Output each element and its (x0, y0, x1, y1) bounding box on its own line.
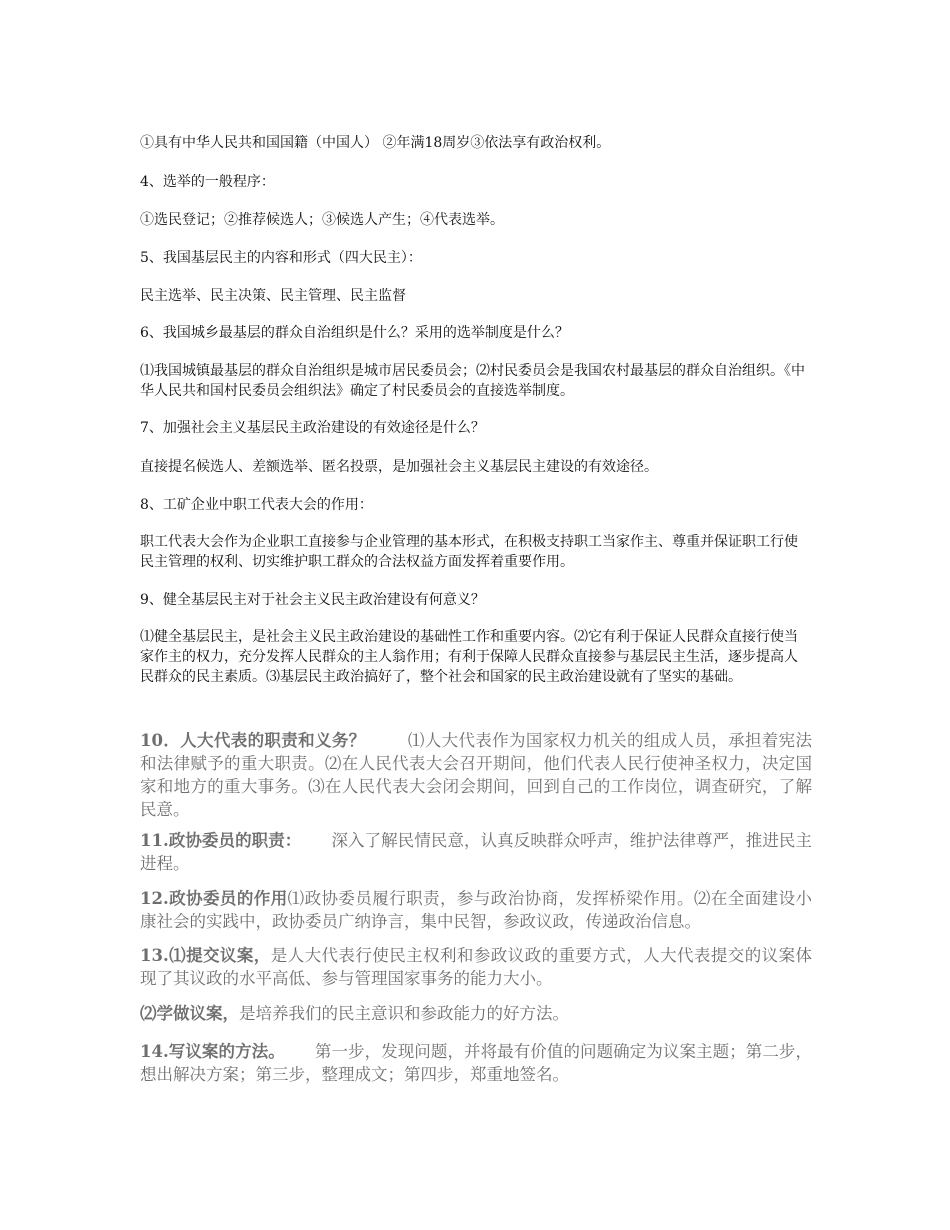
question-7: 7、加强社会主义基层民主政治建设的有效途径是什么？ (140, 420, 485, 436)
section-12 (140, 887, 812, 933)
answer-8: 职工代表大会作为企业职工直接参与企业管理的基本形式，在积极支持职工当家作主、尊重并保证职工行使民主管理的权利、切实维护职工群众的合法权益方面发挥着重要作用。 (140, 534, 798, 570)
section-13b-body: 是培养我们的民主意识和参政能力的好方法。 (239, 1004, 569, 1023)
question-5: 5、我国基层民主的内容和形式（四大民主）： (140, 250, 422, 266)
answer-9: ⑴健全基层民主，是社会主义民主政治建设的基础性工作和重要内容。⑵它有利于保证人民群众直接行使当家作主的权力，充分发挥人民群众的主人翁作用；有利于保障人民群众直接参与基层民主生活，逐步提高人民群众的民主素质。⑶基层民主政治搞好了，整个社会和国家的民主政治建设就有了坚实的基础。 (140, 629, 798, 685)
eligibility-conditions: ①具有中华人民共和国国籍（中国人） ②年满18周岁③依法享有政治权利。 (140, 135, 611, 151)
section-14-title: 14.写议案的方法。 (140, 1042, 285, 1061)
question-9: 9、健全基层民主对于社会主义民主政治建设有何意义？ (140, 592, 485, 608)
section-13-part-2 (140, 1002, 812, 1025)
section-14-body: 第一步，发现问题，并将最有价值的问题确定为议案主题；第二步，想出解决方案；第三步，整理成文；第四步，郑重地签名。 (140, 1042, 812, 1084)
question-6: 6、我国城乡最基层的群众自治组织是什么？采用的选举制度是什么？ (140, 325, 569, 341)
answer-5: 民主选举、民主决策、民主管理、民主监督 (140, 288, 406, 304)
section-12-body: ⑴政协委员履行职责，参与政治协商，发挥桥梁作用。⑵在全面建设小康社会的实践中，政协委员广纳诤言，集中民智，参政议政，传递政治信息。 (140, 889, 812, 931)
section-10-body: ⑴人大代表作为国家权力机关的组成人员，承担着宪法和法律赋予的重大职责。⑵在人民代表大会召开期间，他们代表人民行使神圣权力，决定国家和地方的重大事务。⑶在人民代表大会闭会期间，回到自己的工作岗位，调查研究，了解民意。 (140, 731, 812, 819)
section-13-body: 是人大代表行使民主权利和参政议政的重要方式，人大代表提交的议案体现了其议政的水平高低、参与管理国家事务的能力大小。 (140, 946, 813, 988)
answer-7: 直接提名候选人、差额选举、匿名投票，是加强社会主义基层民主建设的有效途径。 (140, 459, 658, 475)
section-10 (140, 729, 812, 821)
section-11-body: 深入了解民情民意，认真反映群众呼声，维护法律尊严，推进民主进程。 (140, 831, 812, 873)
section-13-title: 13.⑴提交议案， (140, 946, 271, 965)
answer-6: ⑴我国城镇最基层的群众自治组织是城市居民委员会；⑵村民委员会是我国农村最基层的群众自治组织。《中华人民共和国村民委员会组织法》确定了村民委员会的直接选举制度。 (140, 363, 805, 399)
section-11-title: 11.政协委员的职责： (140, 831, 302, 850)
question-8: 8、工矿企业中职工代表大会的作用： (140, 497, 373, 513)
section-11 (140, 829, 812, 875)
question-4: 4、选举的一般程序： (140, 174, 275, 190)
section-13 (140, 944, 812, 990)
section-12-title: 12.政协委员的作用 (140, 889, 288, 908)
answer-4: ①选民登记；②推荐候选人；③候选人产生；④代表选举。 (140, 212, 504, 228)
section-13b-title: ⑵学做议案， (140, 1004, 239, 1023)
section-14 (140, 1040, 812, 1086)
section-10-title: 10．人大代表的职责和义务？ (140, 731, 366, 750)
